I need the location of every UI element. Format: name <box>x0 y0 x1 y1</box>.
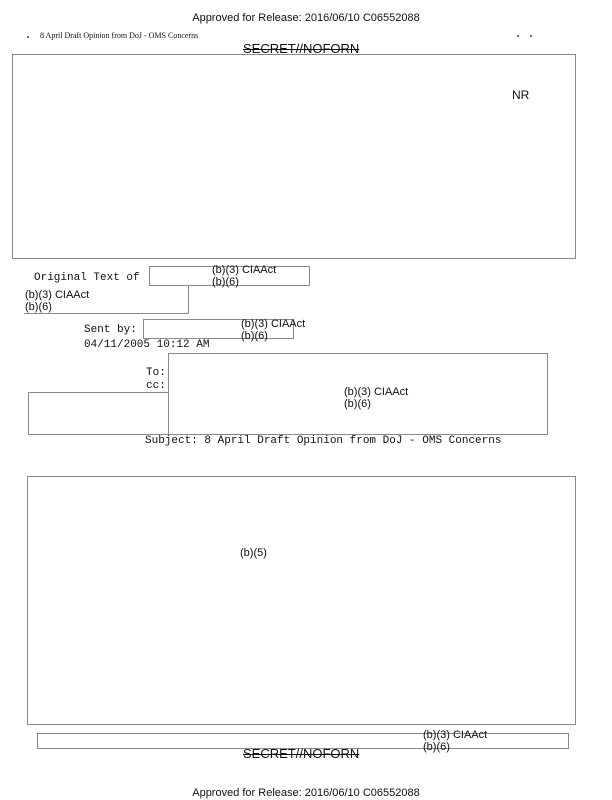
scan-mark <box>27 36 29 38</box>
nr-label: NR <box>512 88 530 102</box>
exemption-b6: (b)(6) <box>241 330 268 342</box>
classification-top: SECRET//NOFORN <box>243 41 360 56</box>
exemption-b6: (b)(6) <box>344 398 371 410</box>
exemption-b3: (b)(3) CIAAct <box>344 386 409 398</box>
exemption-label <box>212 264 276 288</box>
redaction-box-nr <box>12 54 576 259</box>
sent-timestamp: 04/11/2005 10:12 AM <box>84 339 210 351</box>
exemption-label <box>423 729 487 753</box>
original-text-label: Original Text of <box>34 272 140 284</box>
exemption-b3: (b)(3) CIAAct <box>212 264 277 276</box>
to-label: To: <box>146 367 166 379</box>
sent-by-label: Sent by: <box>84 324 137 336</box>
release-footer: Approved for Release: 2016/06/10 C06552088 <box>192 787 420 799</box>
cc-label: cc: <box>146 380 166 392</box>
exemption-b6: (b)(6) <box>212 276 239 288</box>
exemption-b3: (b)(3) CIAAct <box>25 289 90 301</box>
exemption-b5: (b)(5) <box>240 547 267 559</box>
redaction-box-body <box>27 476 576 725</box>
subject-line: Subject: 8 April Draft Opinion from DoJ - OMS Concerns <box>145 435 502 447</box>
exemption-b6: (b)(6) <box>423 741 450 753</box>
scan-mark <box>530 35 532 37</box>
exemption-label <box>344 386 408 410</box>
doc-title: 8 April Draft Opinion from DoJ - OMS Concerns <box>40 31 199 40</box>
scan-mark <box>517 35 519 37</box>
classification-bottom: SECRET//NOFORN <box>243 746 360 761</box>
release-header: Approved for Release: 2016/06/10 C06552088 <box>192 12 420 24</box>
exemption-b3: (b)(3) CIAAct <box>241 318 306 330</box>
redaction-box-recipients-lower <box>28 392 169 435</box>
exemption-label <box>241 318 305 342</box>
exemption-b6: (b)(6) <box>25 301 52 313</box>
exemption-label <box>25 289 89 313</box>
exemption-b3: (b)(3) CIAAct <box>423 729 488 741</box>
